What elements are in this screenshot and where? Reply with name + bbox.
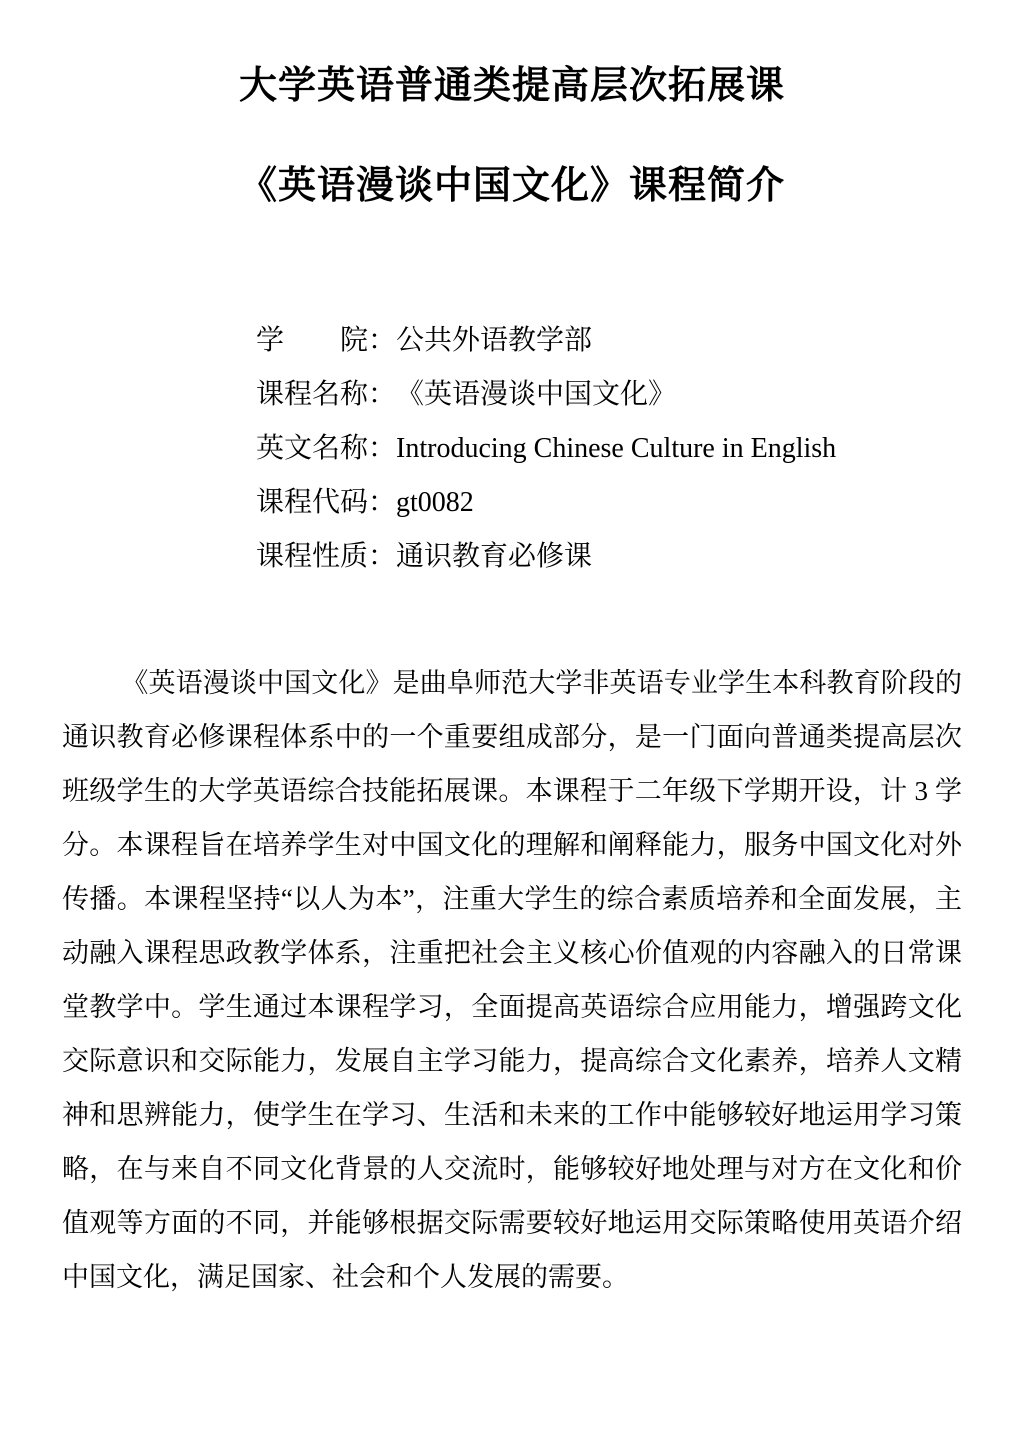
info-label-course-code: 课程代码： [256, 487, 397, 518]
info-row-course-code [256, 476, 1024, 530]
document-title-line2: 《英语漫谈中国文化》课程简介 [238, 165, 785, 207]
info-value-course-type: 通识教育必修课 [396, 541, 593, 572]
info-value-college: 公共外语教学部 [396, 325, 593, 356]
info-value-course-code: gt0082 [396, 487, 474, 518]
info-row-course-name [256, 368, 1024, 422]
info-label-college: 学 院： [256, 325, 397, 356]
info-value-english-name: Introducing Chinese Culture in English [396, 433, 837, 464]
course-info-block [256, 314, 1024, 584]
info-label-course-type: 课程性质： [256, 541, 397, 572]
info-row-course-type [256, 530, 1024, 584]
info-row-english-name [256, 422, 1024, 476]
info-label-english-name: 英文名称： [256, 433, 397, 464]
info-row-college [256, 314, 1024, 368]
info-label-course-name: 课程名称： [256, 379, 397, 410]
info-value-course-name: 《英语漫谈中国文化》 [396, 379, 677, 410]
document-title-line1: 大学英语普通类提高层次拓展课 [238, 65, 785, 107]
course-description-paragraph: 《英语漫谈中国文化》是曲阜师范大学非英语专业学生本科教育阶段的通识教育必修课程体系中的一个重要组成部分，是一门面向普通类提高层次班级学生的大学英语综合技能拓展课。本课程于二年级下学期开设，计 3 学分。本课程旨在培养学生对中国文化的理解和阐释能力，服务中国文化对外传播。本课程坚持“以人为本”，注重大学生的综合素质培养和全面发展，主动融入课程思政教学体系，注重把社会主义核心价值观的内容融入的日常课堂教学中。学生通过本课程学习，全面提高英语综合应用能力，增强跨文化交际意识和交际能力，发展自主学习能力，提高综合文化素养，培养人文精神和思辨能力，使学生在学习、生活和未来的工作中能够较好地运用学习策略，在与来自不同文化背景的人交流时，能够较好地处理与对方在文化和价值观等方面的不同，并能够根据交际需要较好地运用交际策略使用英语介绍中国文化，满足国家、社会和个人发展的需要。 [62, 668, 962, 1292]
